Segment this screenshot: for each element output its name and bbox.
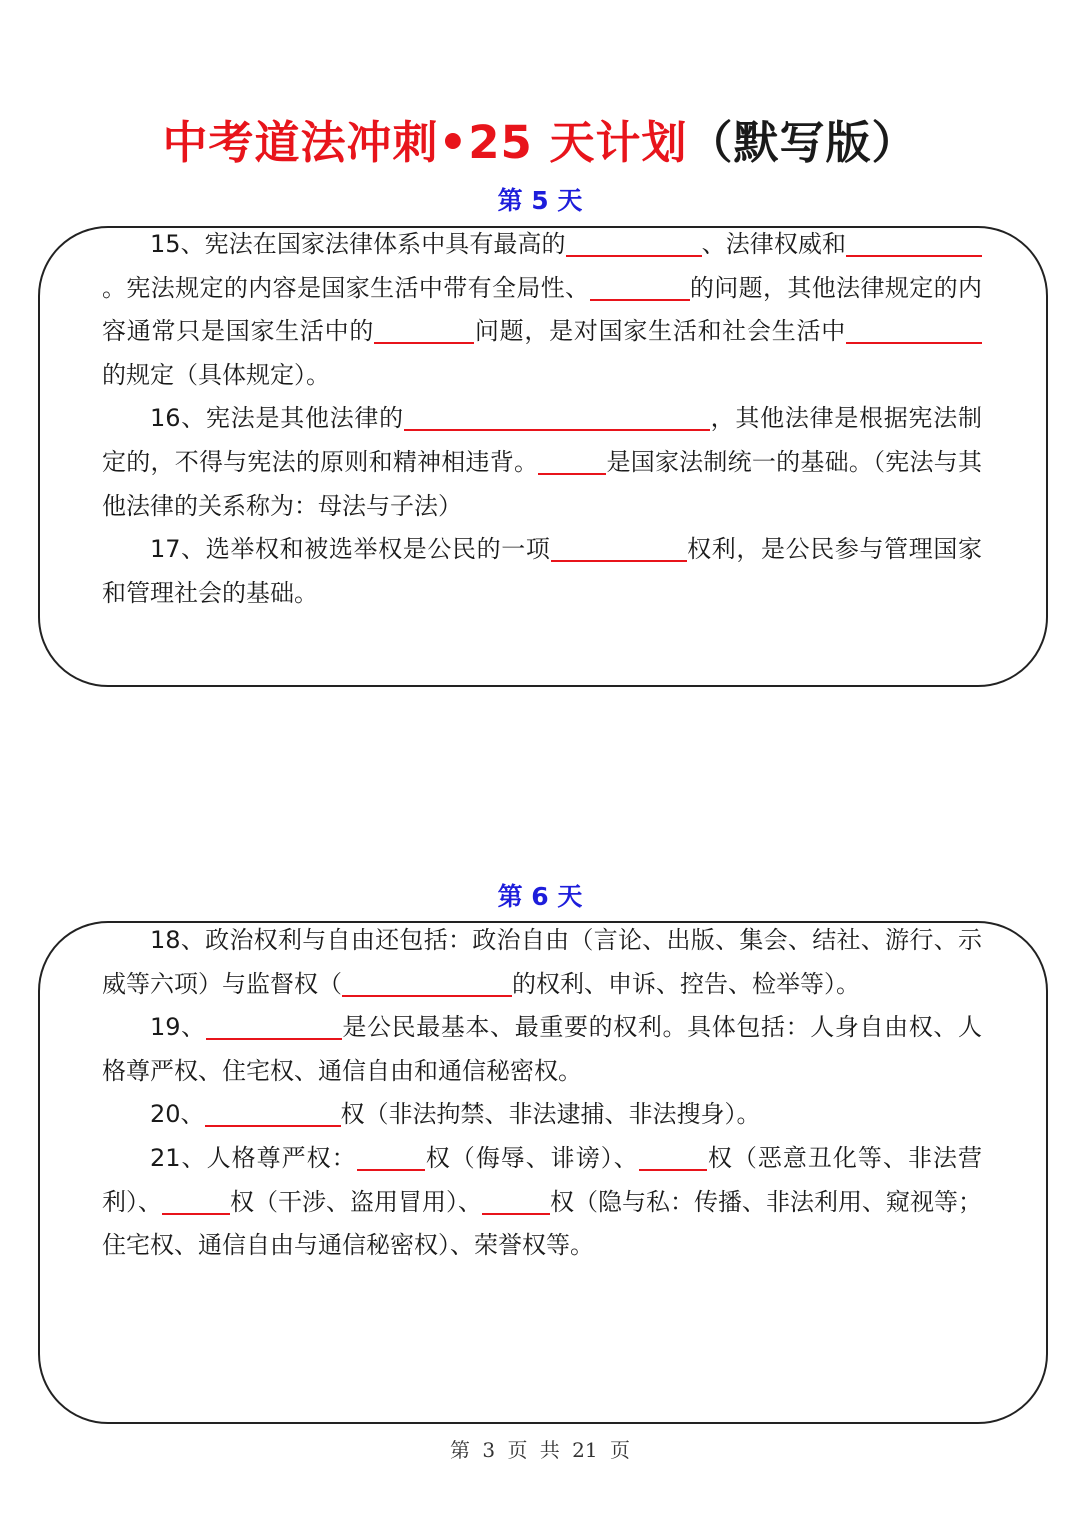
- page-title-suffix: （默写版）: [687, 116, 918, 169]
- answer-blank: [205, 1099, 341, 1127]
- page-title-main: 中考道法冲刺•25 天计划: [162, 116, 688, 169]
- day-5-heading: 第 5 天: [497, 186, 583, 215]
- answer-blank: [846, 229, 982, 257]
- page-footer: 第 3 页 共 21 页: [450, 1438, 630, 1462]
- answer-blank: [482, 1187, 550, 1215]
- question-15: 15、宪法在国家法律体系中具有最高的 、法律权威和。宪法规定的内容是国家生活中带有全局性、 的问题，其他法律规定的内容通常只是国家生活中的 问题，是对国家生活和社会生活中的规定（具体规定）。: [102, 230, 982, 389]
- question-18: 18、政治权利与自由还包括：政治自由（言论、出版、集会、结社、游行、示威等六项）与监督权（ 的权利、申诉、控告、检举等）。: [102, 926, 982, 998]
- answer-blank: [404, 403, 710, 431]
- day-6-content: [102, 919, 982, 1268]
- day-5-content: [102, 223, 982, 615]
- question-20: 20、 权（非法拘禁、非法逮捕、非法搜身）。: [150, 1100, 761, 1129]
- day-6-heading: 第 6 天: [497, 882, 583, 911]
- question-19: 19、 是公民最基本、最重要的权利。具体包括：人身自由权、人格尊严权、住宅权、通信自由和通信秘密权。: [102, 1013, 983, 1085]
- question-16: 16、宪法是其他法律的 ，其他法律是根据宪法制定的，不得与宪法的原则和精神相违背。 是国家法制统一的基础。（宪法与其他法律的关系称为：母法与子法）: [102, 404, 982, 520]
- question-21: 21、人格尊严权： 权（侮辱、诽谤）、 权（恶意丑化等、非法营利）、 权（干涉、盗用冒用）、 权（隐与私：传播、非法利用、窥视等；住宅权、通信自由与通信秘密权）、荣誉权等。: [102, 1143, 982, 1260]
- answer-blank: [162, 1187, 230, 1215]
- answer-blank: [590, 273, 690, 301]
- answer-blank: [566, 229, 702, 257]
- answer-blank: [206, 1012, 342, 1040]
- answer-blank: [639, 1143, 707, 1171]
- answer-blank: [551, 534, 687, 562]
- answer-blank: [357, 1143, 425, 1171]
- question-17: 17、选举权和被选举权是公民的一项 权利，是公民参与管理国家和管理社会的基础。: [102, 535, 982, 607]
- page-title: [0, 112, 1080, 174]
- answer-blank: [374, 316, 474, 344]
- answer-blank: [538, 447, 606, 475]
- answer-blank: [342, 969, 512, 997]
- answer-blank: [846, 316, 982, 344]
